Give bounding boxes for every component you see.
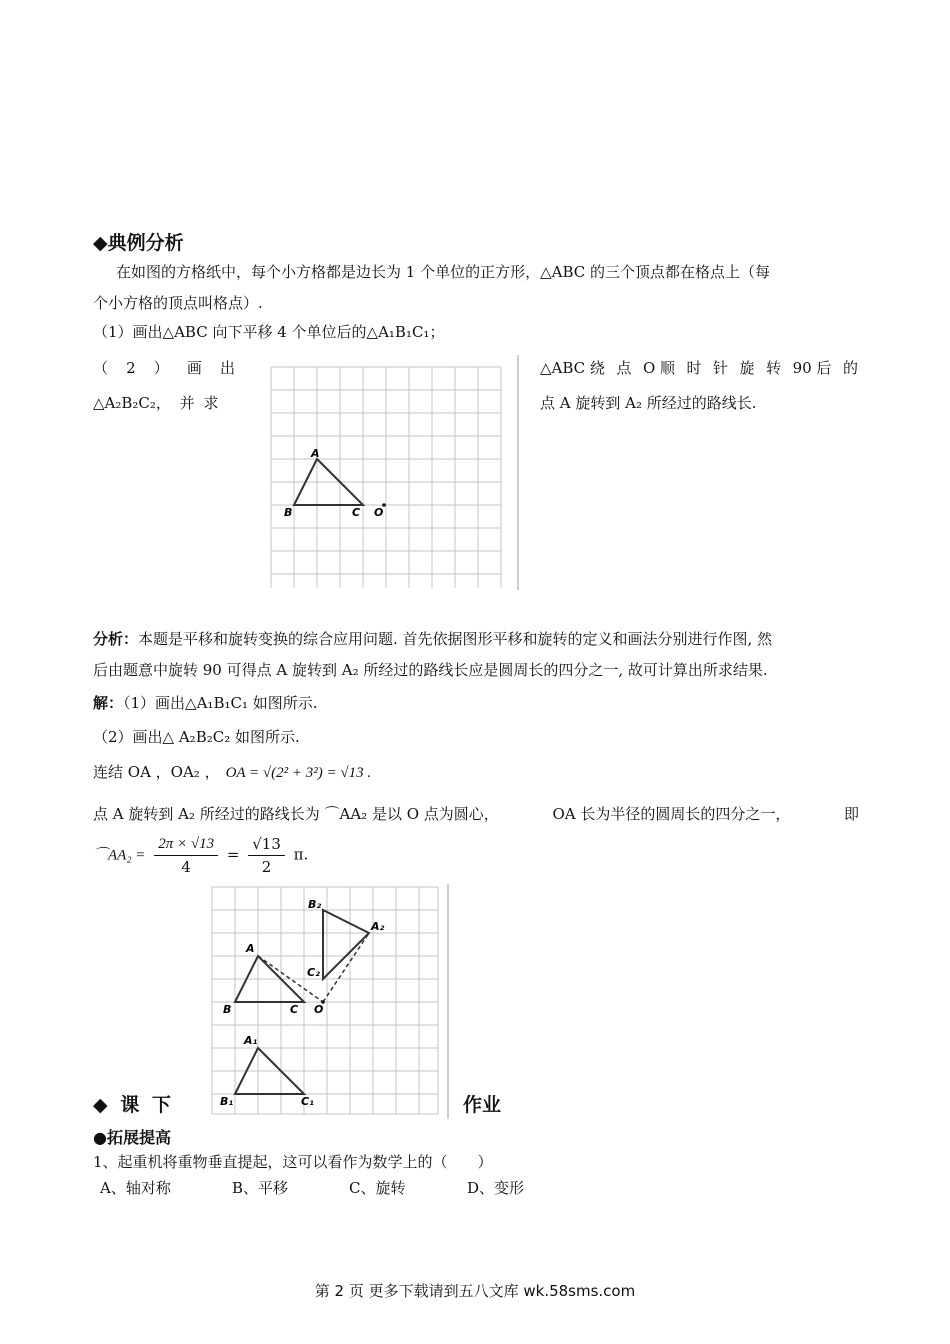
question-2-right-line-1: △ABC 绕 点 O 顺 时 针 旋 转 90 后 的 [540,359,858,377]
label-a: A [311,447,320,460]
question-2-right-line-2: 点 A 旋转到 A₂ 所经过的路线长. [540,394,757,412]
label-b2: B₂ [308,898,322,911]
label-c2: C₂ [307,966,320,979]
page-footer: 第 2 页 更多下载请到五八文库 wk.58sms.com [314,1282,636,1300]
label-b1: B₁ [220,1095,234,1108]
solution-line-2: （2）画出△ A₂B₂C₂ 如图所示. [93,728,300,746]
question-2-left-line-1: （ 2 ） 画 出 [93,359,235,377]
fraction-1: $\frac{2\pi \times √13}{4}$ [154,833,218,878]
grid-figure-2 [208,884,450,1119]
option-d: D、变形 [467,1179,525,1197]
intro-line-1: 在如图的方格纸中，每个小方格都是边长为 1 个单位的正方形，△ABC 的三个顶点都在格点上（每 [116,263,770,281]
intro-line-2: 个小方格的顶点叫格点）. [93,294,263,312]
homework-question-1: 1、起重机将重物垂直提起，这可以看作为数学上的（ ） [93,1153,493,1171]
option-c: C、旋转 [349,1179,406,1197]
label-a: A [246,942,255,955]
option-a: A、轴对称 [100,1179,171,1197]
section-heading-example: ◆典例分析 [93,232,184,254]
subheading-extension: ●拓展提高 [93,1128,171,1147]
label-c1: C₁ [301,1095,314,1108]
question-2-left-line-2: △A₂B₂C₂， 并 求 [93,394,219,412]
analysis-line-1: 分析：本题是平移和旋转变换的综合应用问题. 首先依据图形平移和旋转的定义和画法分别进行作图, 然 [93,630,773,648]
label-o: O [314,1003,324,1016]
label-b: B [284,506,293,519]
grid-lines [212,887,438,1114]
dashed-oa2 [323,933,369,1002]
solution-line-3: 连结 OA ，OA₂ ， OA = √(2² + 3²) = √13 . [93,763,372,781]
solution-label: 解： [93,694,124,712]
label-o: O [374,506,384,519]
section-heading-homework-left: ◆ 课 下 [93,1094,171,1116]
analysis-label: 分析： [93,630,139,648]
solution-line-4: 点 A 旋转到 A₂ 所经过的路线长为 ⌒AA₂ 是以 O 点为圆心， OA 长为半径的圆周长的四分之一， 即 [93,805,859,823]
analysis-line-2: 后由题意中旋转 90 可得点 A 旋转到 A₂ 所经过的路线长应是圆周长的四分之一, 故可计算出所求结果. [93,661,768,679]
triangle-a2b2c2 [323,910,369,979]
label-a2: A₂ [371,920,385,933]
label-a1: A₁ [244,1034,258,1047]
arc-length-formula: ⌒AA₂ = $\frac{2\pi \times √13}{4}$ = $\frac{√13}{2}$ π. [93,835,309,876]
grid-figure-1 [268,355,520,590]
label-b: B [223,1003,232,1016]
option-b: B、平移 [232,1179,289,1197]
oa-formula: OA = √(2² + 3²) = √13 . [225,765,372,781]
grid-lines [271,367,501,588]
label-c: C [290,1003,299,1016]
fraction-2: $\frac{√13}{2}$ [248,833,285,878]
question-1: （1）画出△ABC 向下平移 4 个单位后的△A₁B₁C₁； [93,323,445,341]
section-heading-homework-right: 作业 [463,1094,502,1116]
label-c: C [352,506,361,519]
solution-line-1: 解：（1）画出△A₁B₁C₁ 如图所示. [93,694,318,712]
